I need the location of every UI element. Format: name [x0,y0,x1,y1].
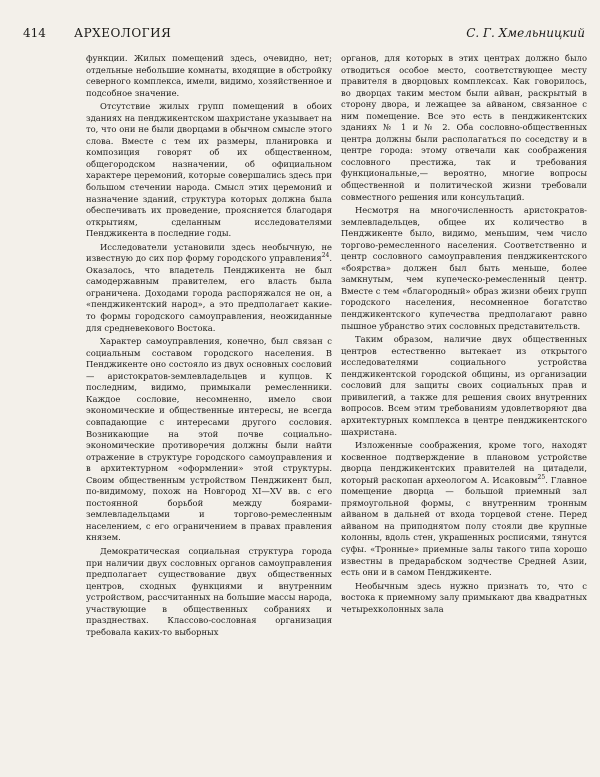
left-column [86,53,332,640]
footnote-ref: 25 [537,473,546,481]
paragraph-text: Изложенные соображения, кроме того, находят косвенное подтверждение в плановом устройстве дворца пенджикентских правителей на цитадели, который раскопан археологом А. Исаковым [341,440,587,485]
paragraph: Несмотря на многочисленность аристократов-землевладельцев, общее их количество в Пенджикенте было, видимо, меньшим, чем число торгово-ремесленного населения. Соответственно и центр сословного самоуправления пенджикентского «боярства» должен был быть меньше, более замкнутым, чем купечеcко-ремесленный центр. Вместе с тем «благородный» образ жизни обеих групп городского населения, несомненное богатство пенджикентского купечества предполагают равно пышное убранство этих сословных представительств. [341,205,587,331]
right-column [341,53,587,617]
paragraph: функции. Жилых помещений здесь, очевидно, нет; отдельные небольшие комнаты, входящие в обстройку северного комплекса, имели, видимо, хозяйственное и подсобное значение. [86,53,332,98]
paragraph-text: Исследователи установили здесь необычную, не известную до сих пор форму городского управления [86,241,332,264]
paragraph-text: . Оказалось, что владетель Пенджикента не был самодержавным правителем, его власть была ограничена. Доходами города распоряжался не он, а «пенджикентский народ», а это предполагает какие-то формы городского самоуправления, неожиданные для средневекового Востока. [86,253,332,333]
paragraph-text: . Главное помещение дворца — большой приемный зал прямоугольной формы, с внутренним тронным айваном в дальней от входа торцевой стене. Перед айваном на приподнятом полу стояли две крупные колонны, вдоль стен, украшенных росписями, тянутся суфы. «Тронные» приемные залы такого типа хорошо известны в предарабском зодчестве Средней Азии, есть они и в самом Пенджикенте. [341,474,587,578]
page-header [23,25,585,41]
paragraph: Таким образом, наличие двух общественных центров естественно вытекает из открытого исследователями социального устройства пенджикентской городской общины, из организации сословий для защиты своих социальных прав и привилегий, а также для решения своих внутренних вопросов. Всем этим требованиям удовлетворяют два архитектурных комплекса в центре пенджикентского шахристана. [341,334,587,437]
running-title: АРХЕОЛОГИЯ [74,26,172,40]
paragraph: Отсутствие жилых групп помещений в обоих зданиях на пенджикентском шахристане указывает на то, что они не были дворцами в обычном смысле этого слова. Вместе с тем их размеры, планировка и композиция говорят об их общественном, общегородском назначении, об официальном характере церемоний, которые совершались здесь при большом стечении народа. Смысл этих церемоний и назначение зданий, структура которых должна была обеспечивать их проведение, проясняется благодаря открытиям, сделанным исследователями Пенджикента в последние годы. [86,101,332,239]
paragraph [86,242,332,334]
paragraph: Необычным здесь нужно признать то, что с востока к приемному залу примыкают два квадратных четырехколонных зала [341,580,587,614]
paragraph: Характер самоуправления, конечно, был связан с социальным составом городского населения. В Пенджикенте оно состояло из двух основных сословий — аристократов-землевладельцев и купцов. К последним, видимо, примыкали ремесленники. Каждое сословие, несомненно, имело свои экономические и общественные интересы, не всегда совпадающие с интересами другого сословия. Возникающие на этой почве социально-экономические противоречия должны были найти отражение в структуре городского самоуправления и в архитектурном «оформлении» этой структуры. Своим общественным устройством Пенджикент был, по-видимому, похож на Новгород XI—XV вв. с его постоянной борьбой между боярами-землевладельцами и торгово-ремесленным населением, с его ограничением в правах правления князем. [86,336,332,543]
footnote-ref: 24 [321,252,330,260]
paragraph: органов, для которых в этих центрах должно было отводиться особое место, соответствующее месту правителя в дворцовых комплексах. Как говорилось, во дворцах таким местом были айван, раскрытый в сторону двора, и лежащее за айваном, связанное с ним помещение. Все это есть в пенджикентских зданиях № 1 и № 2. Оба сословно-общественных центра должны были располагаться по соседству и в центре города: этому отвечали как соображения сословного престижа, так и требования функциональные,— вероятно, многие вопросы общественной и политической жизни требовали совместного решения или консультаций. [341,53,587,202]
paragraph: Демократическая социальная структура города при наличии двух сословных органов самоуправления предполагает существование двух общественных центров, сходных функциями и внутренним устройством, рассчитанных на большие массы народа, участвующие в общественных собраниях и празднествах. Классово-сословная организация требовала каких-то выборных [86,545,332,637]
page-number: 414 [23,26,46,40]
author-name: С. Г. Хмельницкий [466,26,585,40]
paragraph [341,440,587,579]
